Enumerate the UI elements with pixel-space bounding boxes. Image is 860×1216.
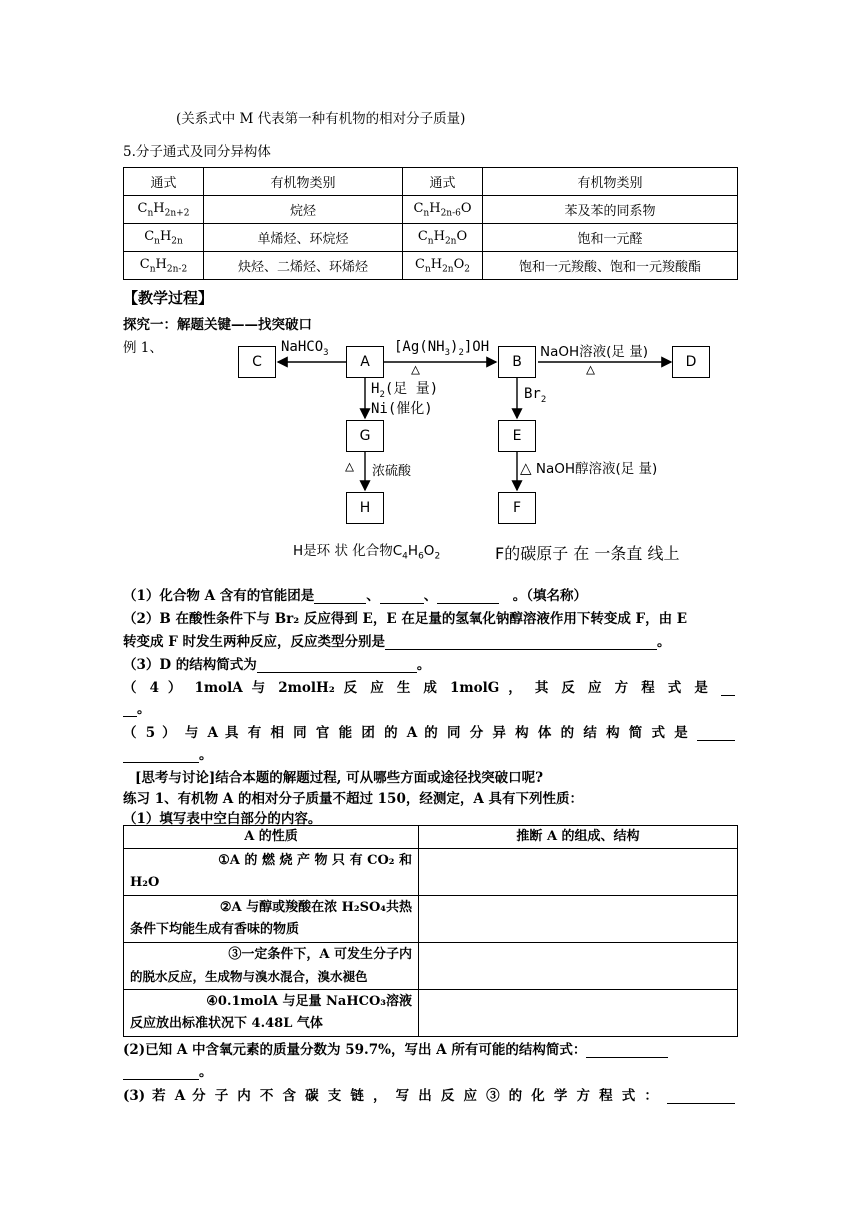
delta-icon: △ [345, 457, 355, 475]
label-tollens: $[Ag(NH_3)_2]OH$ [394, 339, 490, 358]
formula-cell: $C_nH_{2n}O_2$ [403, 252, 483, 280]
property-line: ①A 的 燃 烧 产 物 只 有 CO₂ 和 [218, 853, 412, 868]
node-c: C [238, 346, 276, 378]
note-f: F的碳原子 在 一条直 线上 [495, 544, 680, 563]
property-line: H₂O [130, 875, 160, 890]
reaction-arrows [0, 0, 860, 560]
property-line: ④0.1molA 与足量 NaHCO₃溶液 [206, 994, 412, 1009]
formula-cell: $C_nH_{2n-2}$ [124, 252, 204, 280]
answer-cell[interactable] [419, 849, 738, 896]
formula-cell: $C_nH_{2n}$ [124, 224, 204, 252]
header-cell: 通式 [403, 168, 483, 196]
category-cell: 饱和一元醛 [483, 224, 738, 252]
node-d: D [672, 346, 710, 378]
practice-1: 练习 1、有机物 A 的相对分子质量不超过 150，经测定，A 具有下列性质： [123, 791, 584, 807]
node-g: G [346, 420, 384, 452]
practice-1-q2: (2)已知 A 中含氧元素的质量分数为 59.7%，写出 A 所有可能的结构简式： [123, 1038, 668, 1058]
category-cell: 苯及苯的同系物 [483, 196, 738, 224]
node-f: F [498, 492, 536, 524]
question-4: （ 4 ） 1molA 与 2molH₂ 反 应 生 成 1molG ， 其 反 应 方 程 式 是 [123, 676, 735, 696]
header-cell: A 的性质 [124, 826, 419, 849]
header-cell: 推断 A 的组成、结构 [419, 826, 738, 849]
answer-cell[interactable] [419, 943, 738, 990]
question-5: （ 5 ） 与 A 具 有 相 同 官 能 团 的 A 的 同 分 异 构 体 的 结 构 简 式 是 [123, 721, 735, 741]
table-row [124, 943, 738, 990]
header-cell: 有机物类别 [483, 168, 738, 196]
formula-cell: $C_nH_{2n+2}$ [124, 196, 204, 224]
label-naoh-alc: △ NaOH醇溶液(足 量) [520, 459, 658, 477]
practice-1-q2-blank: 。 [123, 1060, 213, 1080]
property-line: 条件下均能生成有香味的物质 [130, 922, 300, 937]
delta-icon: △ [586, 360, 596, 378]
practice-1-q1: （1）填写表中空白部分的内容。 [123, 811, 322, 827]
question-5-blank: 。 [123, 743, 213, 763]
node-e: E [498, 420, 536, 452]
label-conc-h2so4: 浓硫酸 [372, 464, 412, 479]
label-br2: $Br_2$ [524, 386, 547, 405]
node-b: B [498, 346, 536, 378]
header-cell: 有机物类别 [204, 168, 403, 196]
property-line: ③一定条件下，A 可发生分子内 [228, 947, 412, 962]
category-cell: 烷烃 [204, 196, 403, 224]
practice-1-q3: (3) 若 A 分 子 内 不 含 碳 支 链 ， 写 出 反 应 ③ 的 化 学 方 程 式 ： [123, 1084, 735, 1104]
table-row [124, 896, 738, 943]
node-h: H [346, 492, 384, 524]
category-cell: 单烯烃、环烷烃 [204, 224, 403, 252]
category-cell: 饱和一元羧酸、饱和一元羧酸酯 [483, 252, 738, 280]
delta-icon: △ [411, 360, 421, 378]
label-nahco3: NaHCO$_3$ [281, 339, 329, 358]
question-2-line2: 转变成 F 时发生两种反应，反应类型分别是 。 [123, 634, 671, 650]
category-cell: 炔烃、二烯烃、环烯烃 [204, 252, 403, 280]
formula-cell: $C_nH_{2n}O$ [403, 224, 483, 252]
teaching-heading: 【教学过程】 [123, 289, 214, 307]
property-table [123, 825, 738, 1037]
question-1: （1）化合物 A 含有的官能团是 、 、 。（填名称） [123, 588, 588, 604]
header-cell: 通式 [124, 168, 204, 196]
property-cell [124, 849, 419, 896]
think-discuss: [思考与讨论]结合本题的解题过程, 可从哪些方面或途径找突破口呢? [135, 770, 544, 786]
property-cell [124, 943, 419, 990]
label-naoh-aq: NaOH溶液(足 量) [540, 344, 648, 360]
property-cell [124, 990, 419, 1037]
node-a: A [346, 346, 384, 378]
explore-title: 探究一：解题关键——找突破口 [123, 317, 312, 333]
label-ni: Ni(催化) [371, 401, 433, 417]
question-3: （3）D 的结构简式为 。 [123, 657, 431, 673]
example-label: 例 1、 [123, 340, 163, 356]
table-row [124, 849, 738, 896]
note-h: H是环 状 化合物$C_4H_6O_2$ [293, 543, 441, 562]
section5-title: 5.分子通式及同分异构体 [123, 144, 271, 160]
property-line: ②A 与醇或羧酸在浓 H₂SO₄共热 [219, 900, 412, 915]
answer-cell[interactable] [419, 896, 738, 943]
relation-note: (关系式中 M 代表第一种有机物的相对分子质量) [176, 111, 466, 127]
table-header-row [124, 826, 738, 849]
question-2-line1: （2）B 在酸性条件下与 Br₂ 反应得到 E，E 在足量的氢氧化钠醇溶液作用下转变成 F，由 E [123, 611, 688, 627]
answer-cell[interactable] [419, 990, 738, 1037]
property-cell [124, 896, 419, 943]
question-4-blank: 。 [123, 697, 151, 717]
table-row [124, 990, 738, 1037]
formula-cell: $C_nH_{2n-6}O$ [403, 196, 483, 224]
property-line: 反应放出标准状况下 4.48L 气体 [130, 1016, 323, 1031]
label-h2: $H_2$(足 量) [371, 381, 439, 400]
property-line: 的脱水反应，生成物与溴水混合，溴水褪色 [130, 969, 368, 984]
